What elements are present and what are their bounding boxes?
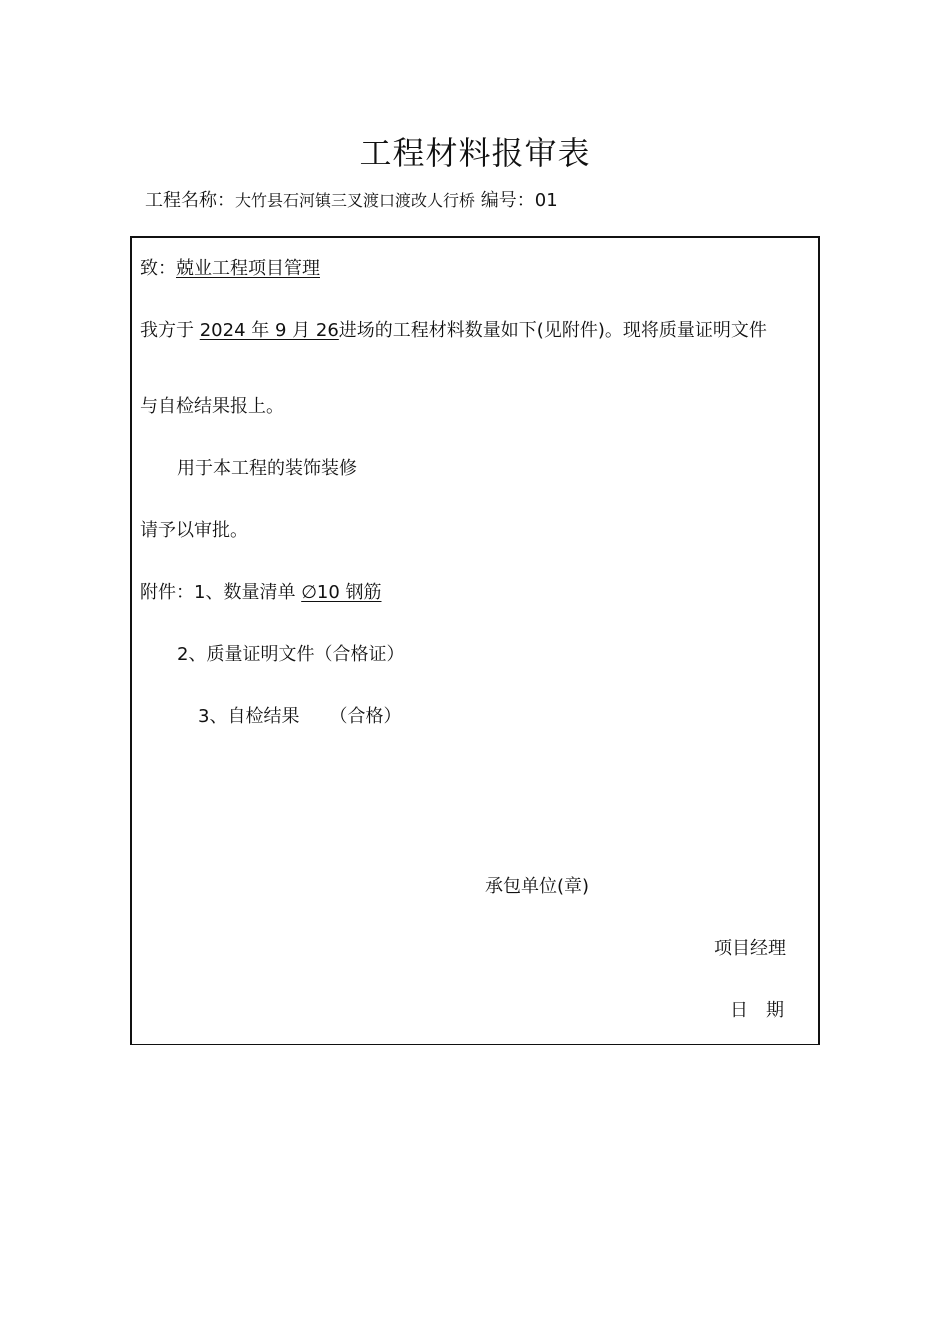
project-number-value: 01 <box>534 190 558 211</box>
statement-line-1 <box>140 316 767 342</box>
project-name-value: 大竹县石河镇三叉渡口渡改人行桥 <box>235 191 476 210</box>
statement-prefix: 我方于 <box>140 320 194 341</box>
attachment-2: 2、质量证明文件（合格证） <box>177 644 405 665</box>
recipient-value: 兢业工程项目管理 <box>176 258 320 279</box>
project-manager-label: 项目经理 <box>714 938 786 959</box>
date-label: 日 期 <box>730 1000 784 1021</box>
recipient-label: 致： <box>140 258 176 279</box>
project-info-line <box>145 186 558 212</box>
attachment-1 <box>140 578 382 604</box>
page-title: 工程材料报审表 <box>359 134 591 172</box>
project-name-label: 工程名称： <box>145 190 235 211</box>
contractor-seal-label: 承包单位(章) <box>485 876 590 897</box>
attachment-3-value: （合格） <box>329 706 402 727</box>
request-line: 请予以审批。 <box>140 520 248 541</box>
entry-date: 2024 年 9 月 26 <box>199 320 339 341</box>
attachment-label: 附件： <box>140 582 194 603</box>
attachment-3-label: 3、自检结果 <box>198 706 300 727</box>
attachment-3 <box>198 702 401 728</box>
usage-line: 用于本工程的装饰装修 <box>177 458 357 479</box>
recipient-line <box>140 254 320 280</box>
project-number-label: 编号： <box>480 190 535 211</box>
statement-line-2: 与自检结果报上。 <box>140 396 284 417</box>
statement-suffix: 进场的工程材料数量如下(见附件)。现将质量证明文件 <box>338 320 767 341</box>
attachment-1-prefix: 1、数量清单 <box>194 582 296 603</box>
attachment-1-value: ∅10 钢筋 <box>301 582 382 603</box>
material-approval-form <box>130 236 820 1045</box>
